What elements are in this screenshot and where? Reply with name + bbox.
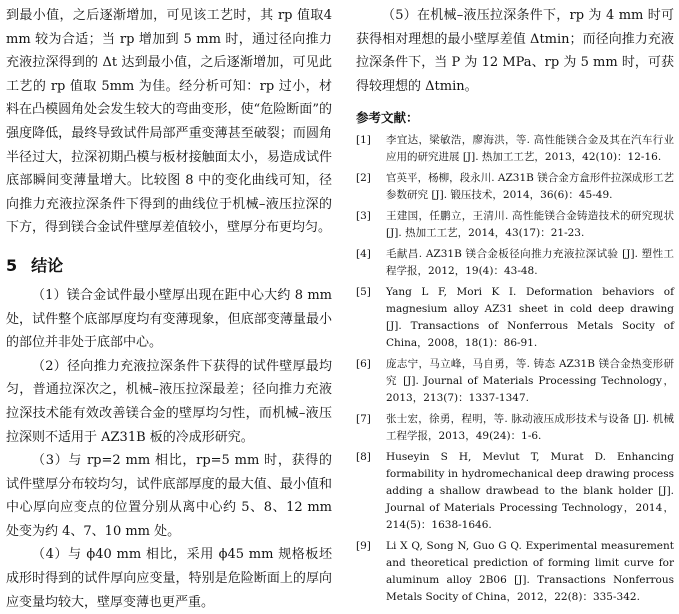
reference-number: [2] <box>356 172 371 185</box>
section-number: 5 <box>6 255 18 275</box>
right-column <box>356 4 674 610</box>
conclusion-3: （3）与 rp=2 mm 相比，rp=5 mm 时，获得的试件壁厚分布较均匀，试件底部厚度的最大值、最小值和中心厚向应变点的位置分别从离中心约 5、8、12 mm 处变为约 4、7、10 mm 处。 <box>6 453 332 539</box>
reference-number: [1] <box>356 134 371 147</box>
reference-text: 庞志宁，马立峰，马自勇，等. 铸态 AZ31B 镁合金热变形研究 [J]. Journal of Materials Processing Technology，2013，213(7)：1337-1347. <box>386 358 674 405</box>
section-title: 结论 <box>31 255 64 275</box>
reference-text: Huseyin S H, Mevlut T, Murat D. Enhancing formability in hydromechanical deep drawing process adding a shallow drawbead to the blank holder [J]. Journal of Materials Processing Technology，2014，214(5)：1638-1646. <box>386 451 674 532</box>
reference-text: 王建国，任鹏立，王清川. 高性能镁合金铸造技术的研究现状 [J]. 热加工工艺，2014，43(17)：21-23. <box>386 210 674 240</box>
reference-text: 毛献昌. AZ31B 镁合金板径向推力充液拉深试验 [J]. 塑性工程学报，2012，19(4)：43-48. <box>386 248 674 278</box>
reference-item <box>356 132 674 166</box>
conclusion-4: （4）与 ϕ40 mm 相比，采用 ϕ45 mm 规格板坯成形时得到的试件厚向应变量，特别是危险断面上的厚向应变量均较大，壁厚变薄也更严重。 <box>6 547 332 610</box>
reference-text: 张士宏，徐勇，程明，等. 脉动液压成形技术与设备 [J]. 机械工程学报，2013，49(24)：1-6. <box>386 413 674 443</box>
section-heading <box>6 254 332 278</box>
reference-item <box>356 538 674 606</box>
reference-item <box>356 284 674 352</box>
reference-number: [3] <box>356 210 371 223</box>
reference-item <box>356 208 674 242</box>
reference-item <box>356 170 674 204</box>
body-paragraph: 到最小值，之后逐渐增加，可见该工艺时，其 rp 值取4 mm 较为合适；当 rp 增加到 5 mm 时，通过径向推力充液拉深得到的 Δt 达到最小值，之后逐渐增加，可见此工艺的 rp 值取 5mm 为佳。经分析可知：rp 过小，材料在凸模圆角处会发生较大的弯曲变形，使“危险断面”的强度降低，最终导致试件局部严重变薄甚至破裂；而圆角半径过大，拉深初期凸模与板材接触面太小，易造成试件底部瞬间变薄量增大。比较图 8 中的变化曲线可知，径向推力充液拉深条件下得到的曲线位于机械–液压拉深的下方，得到镁合金试件壁厚差值较小，壁厚分布更均匀。 <box>6 8 332 236</box>
conclusion-2: （2）径向推力充液拉深条件下获得的试件壁厚最均匀，普通拉深次之，机械–液压拉深最差；径向推力充液拉深技术能有效改善镁合金的壁厚均匀性，而机械–液压拉深则不适用于 AZ31B 板的冷成形研究。 <box>6 358 332 445</box>
left-column <box>6 4 332 614</box>
reference-list <box>356 132 674 606</box>
reference-number: [7] <box>356 413 371 426</box>
reference-number: [6] <box>356 358 371 371</box>
reference-number: [9] <box>356 540 371 553</box>
references-heading: 参考文献： <box>356 110 419 126</box>
conclusion-5: （5）在机械–液压拉深条件下，rp 为 4 mm 时可获得相对理想的最小壁厚差值 Δtmin；而径向推力充液拉深条件下，当 P 为 12 MPa、rp 为 5 mm 时，可获得较理想的 Δtmin。 <box>356 8 674 94</box>
reference-number: [5] <box>356 286 371 299</box>
reference-text: Yang L F, Mori K I. Deformation behaviors of magnesium alloy AZ31 sheet in cold deep drawing [J]. Transactions of Nonferrous Metals Socity of China，2008，18(1)：86-91. <box>386 286 674 350</box>
reference-number: [8] <box>356 451 371 464</box>
reference-item <box>356 411 674 445</box>
reference-item <box>356 246 674 280</box>
reference-text: 官英平，杨柳，段永川. AZ31B 镁合金方盒形件拉深成形工艺参数研究 [J]. 锻压技术，2014，36(6)：45-49. <box>386 172 674 202</box>
reference-text: Li X Q, Song N, Guo G Q. Experimental measurement and theoretical prediction of forming limit curve for aluminum alloy 2B06 [J]. Transactions Nonferrous Metals Socity of China，2012，22(8)：335-342. <box>386 540 674 604</box>
reference-number: [4] <box>356 248 371 261</box>
conclusion-1: （1）镁合金试件最小壁厚出现在距中心大约 8 mm 处，试件整个底部厚度均有变薄现象，但底部变薄量最小的部位并非处于底部中心。 <box>6 287 332 351</box>
reference-item <box>356 449 674 534</box>
reference-text: 李宜达，梁敏浩，廖海洪，等. 高性能镁合金及其在汽车行业应用的研究进展 [J]. 热加工工艺，2013，42(10)：12-16. <box>386 134 674 164</box>
reference-item <box>356 356 674 407</box>
